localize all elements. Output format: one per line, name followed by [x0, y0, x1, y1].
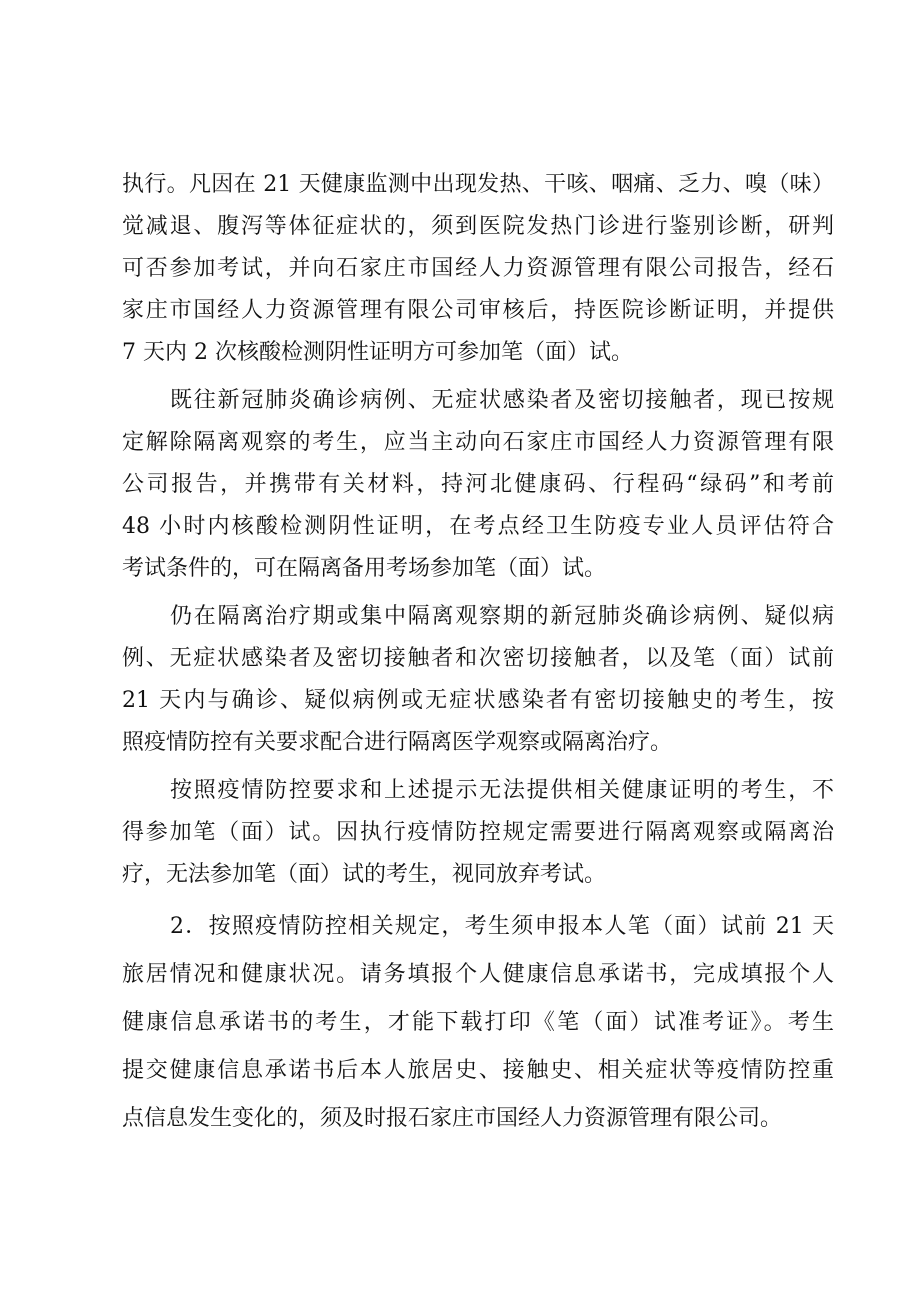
- text-line: 仍在隔离治疗期或集中隔离观察期的新冠肺炎确诊病例、疑似病: [170, 604, 834, 629]
- text-line: 提交健康信息承诺书后本人旅居史、接触史、相关症状等疫情防控重: [122, 1058, 834, 1083]
- text-line: 执行。凡因在 21 天健康监测中出现发热、干咳、咽痛、乏力、嗅（味）: [122, 172, 834, 197]
- text-line: 健康信息承诺书的考生，才能下载打印《笔（面）试准考证》。考生: [122, 1010, 834, 1035]
- text-line: 例、无症状感染者及密切接触者和次密切接触者，以及笔（面）试前: [122, 646, 834, 671]
- text-line: 既往新冠肺炎确诊病例、无症状感染者及密切接触者，现已按规: [170, 388, 834, 413]
- text-line: 定解除隔离观察的考生，应当主动向石家庄市国经人力资源管理有限: [122, 430, 834, 455]
- text-line: 旅居情况和健康状况。请务填报个人健康信息承诺书，完成填报个人: [122, 962, 834, 987]
- text-line: 考试条件的，可在隔离备用考场参加笔（面）试。: [122, 556, 607, 581]
- text-line: 照疫情防控有关要求配合进行隔离医学观察或隔离治疗。: [122, 730, 673, 755]
- text-line: 48 小时内核酸检测阴性证明，在考点经卫生防疫专业人员评估符合: [122, 514, 834, 539]
- text-line: 公司报告，并携带有关材料，持河北健康码、行程码“绿码”和考前: [122, 472, 834, 497]
- text-line: 7 天内 2 次核酸检测阴性证明方可参加笔（面）试。: [122, 340, 633, 365]
- text-line: 2．按照疫情防控相关规定，考生须申报本人笔（面）试前 21 天: [170, 914, 834, 939]
- text-line: 可否参加考试，并向石家庄市国经人力资源管理有限公司报告，经石: [122, 256, 834, 281]
- text-line: 疗，无法参加笔（面）试的考生，视同放弃考试。: [122, 862, 607, 887]
- text-line: 得参加笔（面）试。因执行疫情防控规定需要进行隔离观察或隔离治: [122, 820, 834, 845]
- text-line: 觉减退、腹泻等体征症状的，须到医院发热门诊进行鉴别诊断，研判: [122, 214, 834, 239]
- text-line: 按照疫情防控要求和上述提示无法提供相关健康证明的考生，不: [170, 778, 834, 803]
- text-line: 21 天内与确诊、疑似病例或无症状感染者有密切接触史的考生，按: [122, 688, 834, 713]
- text-line: 家庄市国经人力资源管理有限公司审核后，持医院诊断证明，并提供: [122, 298, 834, 323]
- text-line: 点信息发生变化的，须及时报石家庄市国经人力资源管理有限公司。: [122, 1106, 783, 1131]
